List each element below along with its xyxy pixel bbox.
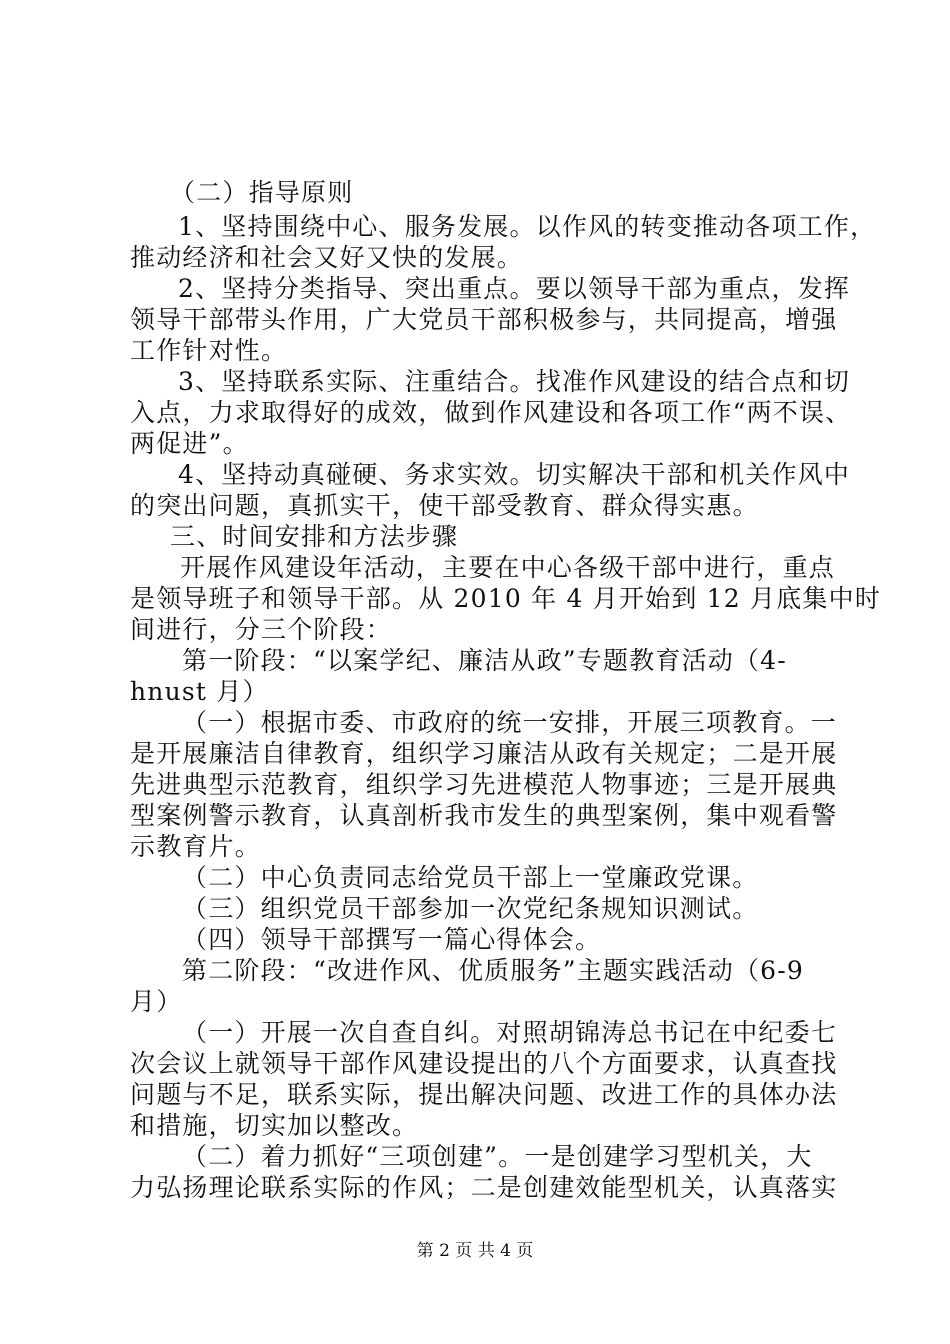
paragraph-line: 力弘扬理论联系实际的作风；二是创建效能型机关，认真落实 [130,1173,838,1202]
stage-two-heading: 第二阶段：“改进作风、优质服务”主题实践活动（6-9 [182,956,805,985]
paragraph-line: hnust 月） [130,677,269,706]
paragraph-line: 两促进”。 [130,429,249,458]
paragraph-line: 3、坚持联系实际、注重结合。找准作风建设的结合点和切 [178,367,851,396]
paragraph-line: 的突出问题，真抓实干，使干部受教育、群众得实惠。 [130,491,759,520]
paragraph-line: （二）着力抓好“三项创建”。一是创建学习型机关，大 [182,1142,813,1171]
paragraph-line: （一）开展一次自查自纠。对照胡锦涛总书记在中纪委七 [182,1018,838,1047]
heading-guiding-principles: （二）指导原则 [170,178,354,207]
paragraph-line: 领导干部带头作用，广大党员干部积极参与，共同提高，增强 [130,305,838,334]
paragraph-line: 推动经济和社会又好又快的发展。 [130,243,524,272]
paragraph-line: 先进典型示范教育，组织学习先进模范人物事迹；三是开展典 [130,770,838,799]
paragraph-line: 是开展廉洁自律教育，组织学习廉洁从政有关规定；二是开展 [130,739,838,768]
paragraph-line: 问题与不足，联系实际，提出解决问题、改进工作的具体办法 [130,1080,838,1109]
paragraph-line: 月） [130,987,183,1016]
paragraph-line: 次会议上就领导干部作风建设提出的八个方面要求，认真查找 [130,1049,838,1078]
paragraph-line: 和措施，切实加以整改。 [130,1111,419,1140]
paragraph-line: （四）领导干部撰写一篇心得体会。 [182,925,602,954]
paragraph-line: 入点，力求取得好的成效，做到作风建设和各项工作“两不误、 [130,398,852,427]
paragraph-line: 开展作风建设年活动，主要在中心各级干部中进行，重点 [180,553,836,582]
page-number-footer: 第 2 页 共 4 页 [416,1241,534,1261]
paragraph-line: 是领导班子和领导干部。从 2010 年 4 月开始到 12 月底集中时 [130,584,882,613]
paragraph-line: 型案例警示教育，认真剖析我市发生的典型案例，集中观看警 [130,801,838,830]
paragraph-line: 2、坚持分类指导、突出重点。要以领导干部为重点，发挥 [178,274,851,303]
paragraph-line: （三）组织党员干部参加一次党纪条规知识测试。 [182,894,759,923]
paragraph-line: 工作针对性。 [130,336,288,365]
paragraph-line: （二）中心负责同志给党员干部上一堂廉政党课。 [182,863,759,892]
paragraph-line: （一）根据市委、市政府的统一安排，开展三项教育。一 [182,708,838,737]
stage-one-heading: 第一阶段：“以案学纪、廉洁从政”专题教育活动（4- [182,646,787,675]
paragraph-line: 4、坚持动真碰硬、务求实效。切实解决干部和机关作风中 [178,460,851,489]
paragraph-line: 示教育片。 [130,832,262,861]
paragraph-line: 1、坚持围绕中心、服务发展。以作风的转变推动各项工作， [178,212,877,241]
heading-schedule-and-steps: 三、时间安排和方法步骤 [170,522,459,551]
paragraph-line: 间进行，分三个阶段： [130,615,393,644]
